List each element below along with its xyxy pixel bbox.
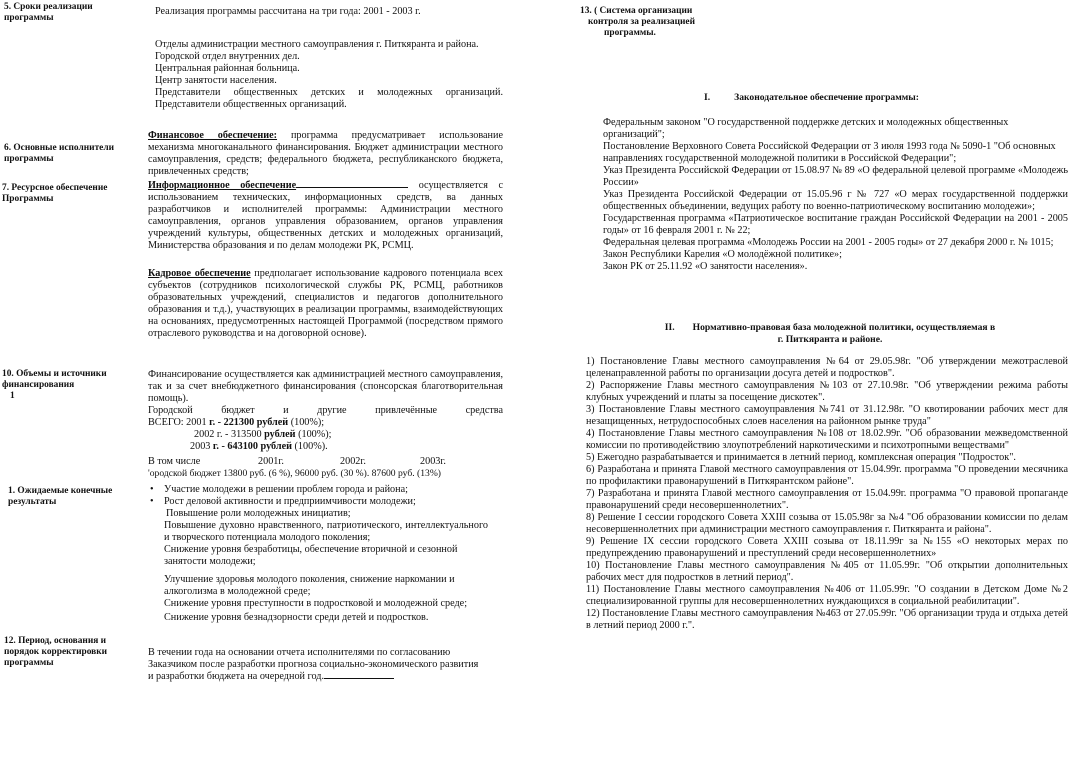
- law-item: Федеральным законом "О государственной поддержке детских и молодежных общественных организаций";: [603, 117, 1009, 140]
- section-11-body: [148, 484, 488, 624]
- section-10-label-text: 10. Объемы и источники финансирования: [2, 369, 107, 390]
- list-item: 8) Решение I сессии городского Совета XXIII созыва от 15.05.98г за №4 "Об образовании комиссии по делам несовершеннолетних при администрации местного самоуправления г. Питкяранта и района".: [586, 512, 1068, 535]
- list-item: Повышение духовно нравственного, патриотического, интеллектуального и творческого потенциала молодого поколения;: [164, 520, 488, 543]
- list-item: 5) Ежегодно разрабатывается и принимается в летний период, комплексная операция "Подросток".: [586, 452, 1016, 463]
- section-10-label: [2, 369, 137, 402]
- total-2003-prefix: 2003: [190, 441, 213, 452]
- list-item: Снижение уровня безнадзорности среди детей и подростков.: [164, 612, 429, 623]
- law-item: Государственная программа «Патриотическое воспитание граждан Российской Федерации на 2001 - 2005 годы» от 16 февраля 2001 г. № 22;: [603, 213, 1068, 236]
- section-7-label: 7. Ресурсное обеспечение Программы: [2, 183, 108, 204]
- heading-number: I.: [704, 92, 711, 103]
- list-item: 3) Постановление Главы местного самоуправления №741 от 31.12.98г. "О квотировании рабочих мест для незащищенных, нетрудоспособных слоев населения на районном рынке труда": [586, 404, 1068, 427]
- city-budget-line: 'ородской бюджет 13800 руб. (6 %), 96000 руб. (30 %). 87600 руб. (13%): [148, 468, 442, 479]
- list-item: • Участие молодежи в решении проблем города и района;: [148, 484, 488, 496]
- heading-text: Законодательное обеспечение программы:: [734, 92, 919, 103]
- section-13-label-line: 13. ( Система организации: [580, 6, 693, 16]
- list-item: Улучшение здоровья молодого поколения, снижение наркомании и алкоголизма в молодежной среде;: [164, 574, 455, 597]
- list-item: 10) Постановление Главы местного самоуправления №405 от 11.05.99г. "Об открытии дополнительных рабочих мест для подростков в летний период".: [586, 560, 1068, 583]
- financial-support-text: программа предусматривает использование механизма многоканального финансирования. Бюджет администрации местного самоуправления, средств; федерального бюджета, республиканского бюджета, привлеченных средств;: [148, 130, 503, 177]
- financial-support: [148, 130, 503, 178]
- staff-support: [148, 268, 503, 340]
- executors-line: Центральная районная больница.: [155, 63, 300, 74]
- total-2002: [148, 429, 503, 441]
- results-list: [148, 484, 488, 624]
- total-2003-pct: (100%).: [291, 441, 328, 452]
- list-item: 6) Разработана и принята Главой местного самоуправления от 15.04.99г. программа "О проведении месячника по профилактики правонарушений в Питкярантском районе".: [586, 464, 1068, 487]
- section-10-label-num: 1: [10, 391, 15, 401]
- info-support-text: осуществляется с использованием технических, информационных средств, ва данных разработчиков и исполнителей программы: Администрации местного самоуправления, органов управления образованием, органов управления учреждений культуры, общественных детских и молодежных организаций, Министерства образования и по делам молодежи РК, РСМЦ.: [148, 180, 503, 251]
- incl-label: В том числе: [148, 456, 201, 467]
- financial-support-label: Финансовое обеспечение:: [148, 130, 278, 141]
- executors-line: Представители общественных детских и молодежных организаций. Представители общественных организаций.: [155, 87, 503, 110]
- total-2002-pct: (100%);: [295, 429, 332, 440]
- executors-line: Отделы администрации местного самоуправления г. Питкяранта и района.: [155, 39, 479, 50]
- list-item: 2) Распоряжение Главы местного самоуправления №103 от 27.10.98г. "Об утверждении режима работы клубных учреждений и платы за посещение дискотек".: [586, 380, 1068, 403]
- heading-text: Нормативно-правовая база молодежной политики, осуществляемая в: [692, 322, 996, 333]
- incl-year: 2002г.: [340, 456, 366, 467]
- section-5-text: Реализация программы рассчитана на три года: 2001 - 2003 г.: [155, 6, 421, 17]
- law-item: Постановление Верховного Совета Российской Федерации от 3 июля 1993 года № 5090-1 "Об основных направлениях государственной молодежной политики в Российской Федерации";: [603, 141, 1056, 164]
- total-2002-prefix: 2002 г. - 313500: [194, 429, 265, 440]
- total-2001-amount: г. - 221300 рублей: [209, 417, 289, 428]
- total-2001-pct: (100%);: [288, 417, 325, 428]
- list-item: 4) Постановление Главы местного самоуправления №108 от 18.02.99г. "Об образовании межведомственной комиссии по противодействию злоупотреблений наркотическими и психотропными веществами": [586, 428, 1068, 451]
- section-6-body: [155, 39, 503, 111]
- normative-list: [586, 356, 1068, 632]
- list-item: Снижение уровня преступности в подростковой и молодежной среде;: [164, 598, 468, 609]
- incl-row: [148, 456, 503, 468]
- staff-support-text: предполагает использование кадрового потенциала всех субъектов (сотрудников психологической службы РК, РСМЦ, работников образовательных учреждений, специалистов и педагогов дополнительного образования и т.д.), участвующих в реализации программы, взаимодействующих на основаниях, предусмотренных настоящей Программой (посредством прямого отраслевого руководства и на договорной основе).: [148, 268, 503, 339]
- section-13-label-line: контроля за реализацией: [588, 17, 695, 27]
- executors-line: Центр занятости населения.: [155, 75, 277, 86]
- list-item: 7) Разработана и принята Главой местного самоуправления от 15.04.99г. программа "О правовой пропаганде правонарушений среди несовершеннолетних".: [586, 488, 1068, 511]
- law-item: Закон РК от 25.11.92 «О занятости населения».: [603, 261, 808, 272]
- section-6-label: 6. Основные исполнители программы: [4, 143, 114, 164]
- laws-list: [603, 117, 1068, 273]
- total-2003: [148, 441, 503, 453]
- list-item: • Рост деловой активности и предприимчивости молодежи;: [148, 496, 488, 508]
- section-12-text: [148, 647, 483, 683]
- incl-year: 2001г.: [258, 456, 284, 467]
- budget-line: Городской бюджет и другие привлечённые средства: [148, 405, 503, 416]
- total-2002-unit: рублей: [264, 429, 296, 440]
- list-item: Повышение роли молодежных инициатив;: [166, 508, 351, 519]
- list-item: 12) Постановление Главы местного самоуправления №463 от 27.05.99г. "Об организации труда и отдыха детей в летний период 2000 г.".: [586, 608, 1068, 631]
- section-11-label: 1. Ожидаемые конечные результаты: [8, 486, 113, 507]
- total-prefix: ВСЕГО: 2001: [148, 417, 210, 428]
- financing-intro: Финансирование осуществляется как администрацией местного самоуправления, так и за счет внебюджетного финансирования (спонсорская благотворительная помощь).: [148, 369, 503, 404]
- executors-line: Городской отдел внутренних дел.: [155, 51, 300, 62]
- law-item: Указ Президента Российской Федерации от 15.05.96 г № 727 «О мерах государственной поддержки общественных объединении, ведущих работу по военно-патриотическому воспитанию молодежи»;: [603, 189, 1068, 212]
- heading-text: г. Питкяранта и районе.: [777, 333, 883, 345]
- section-13-label: [580, 6, 730, 39]
- info-support-label: Информационное обеспечение: [148, 180, 297, 191]
- section-13-label-line: программы.: [604, 28, 656, 38]
- heading-normative-base: [620, 322, 1040, 345]
- total-2001: [148, 417, 503, 429]
- section-12-text-content: В течении года на основании отчета исполнителями по согласованию Заказчиком после разработки прогноза социально-экономического развития и разработки бюджета на очередной год.: [148, 647, 479, 682]
- law-item: Закон Республики Карелия «О молодёжной политике»;: [603, 249, 842, 260]
- section-10-body: [148, 369, 503, 480]
- incl-year: 2003г.: [420, 456, 446, 467]
- section-5-label: 5. Сроки реализации программы: [4, 2, 93, 23]
- section-12-label: 12. Период, основания и порядок корректировки программы: [4, 636, 108, 668]
- info-support: [148, 180, 503, 252]
- list-item: 11) Постановление Главы местного самоуправления №406 от 11.05.99г. "О создании в Детском Доме №2 специализированной группы для несовершеннолетних нуждающихся в социальной реабилитации".: [586, 584, 1068, 607]
- heading-legal-basis: [704, 92, 984, 104]
- law-item: Указ Президента Российской Федерации от 15.08.97 № 89 «О федеральной целевой программе «Молодежь России»: [603, 165, 1068, 188]
- list-item: 1) Постановление Главы местного самоуправления №64 от 29.05.98г. "Об утверждении межотраслевой целенаправленной работы по организации досуга детей и подростков".: [586, 356, 1068, 379]
- list-item: 9) Решение IX сессии городского Совета XXIII созыва от 18.11.99г за №155 «О некоторых мерах по предупреждению правонарушений и преступлений среди несовершеннолетних»: [586, 536, 1068, 559]
- list-item: Снижение уровня безработицы, обеспечение вторичной и сезонной занятости молодежи;: [164, 544, 458, 567]
- staff-support-label: Кадровое обеспечение: [148, 268, 251, 279]
- total-2003-amount: г. - 643100 рублей: [212, 441, 292, 452]
- heading-number: II.: [664, 322, 675, 333]
- law-item: Федеральная целевая программа «Молодежь России на 2001 - 2005 годы» от 27 декабря 2000 г. № 1015;: [603, 237, 1054, 248]
